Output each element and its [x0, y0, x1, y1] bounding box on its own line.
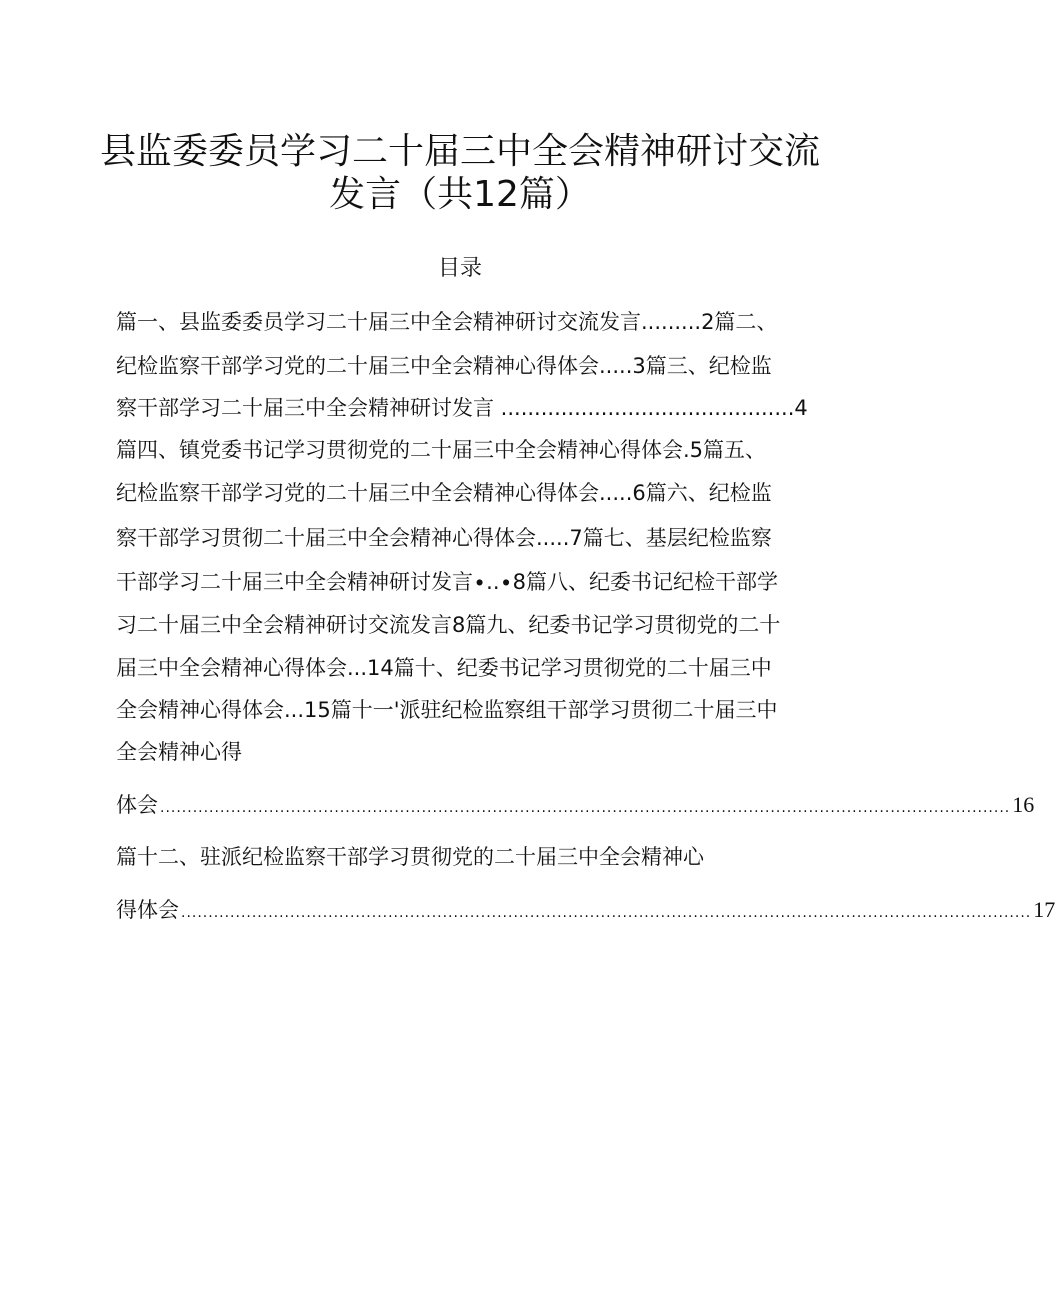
toc-entry-label: 体会	[116, 793, 158, 817]
toc-line: 篇四、镇党委书记学习贯彻党的二十届三中全会精神心得体会.5篇五、	[116, 438, 767, 462]
toc-line: 纪检监察干部学习党的二十届三中全会精神心得体会.....6篇六、纪检监	[116, 481, 772, 505]
toc-line: 察干部学习贯彻二十届三中全会精神心得体会.....7篇七、基层纪检监察	[116, 526, 772, 550]
document-title-line-1: 县监委委员学习二十届三中全会精神研讨交流	[99, 131, 820, 172]
toc-dot-leader: ............................................................................................................................................................	[181, 905, 1032, 921]
toc-line: 篇一、县监委委员学习二十届三中全会精神研讨交流发言.........2篇二、	[116, 310, 778, 334]
toc-entry-11-tail[interactable]	[116, 792, 1035, 817]
toc-entry-12-tail[interactable]	[116, 897, 1055, 922]
toc-page-number: 16	[1012, 792, 1035, 817]
document-title-line-2: 发言（共12篇）	[329, 174, 591, 215]
toc-page-number: 17	[1033, 897, 1055, 922]
toc-line: 察干部学习二十届三中全会精神研讨发言 ............................................4	[116, 396, 808, 420]
toc-dot-leader: ............................................................................................................................................................	[160, 800, 1011, 816]
toc-line: 全会精神心得体会...15篇十一'派驻纪检监察组干部学习贯彻二十届三中	[116, 698, 778, 722]
toc-line: 干部学习二十届三中全会精神研讨发言∙..∙8篇八、纪委书记纪检干部学	[116, 570, 778, 594]
toc-entry-label: 得体会	[116, 898, 179, 922]
toc-line: 习二十届三中全会精神研讨交流发言8篇九、纪委书记学习贯彻党的二十	[116, 613, 781, 637]
toc-line: 篇十二、驻派纪检监察干部学习贯彻党的二十届三中全会精神心	[116, 845, 704, 869]
toc-line: 届三中全会精神心得体会...14篇十、纪委书记学习贯彻党的二十届三中	[116, 656, 772, 680]
toc-heading: 目录	[437, 256, 482, 281]
toc-line: 全会精神心得	[116, 740, 242, 764]
toc-line: 纪检监察干部学习党的二十届三中全会精神心得体会.....3篇三、纪检监	[116, 354, 772, 378]
